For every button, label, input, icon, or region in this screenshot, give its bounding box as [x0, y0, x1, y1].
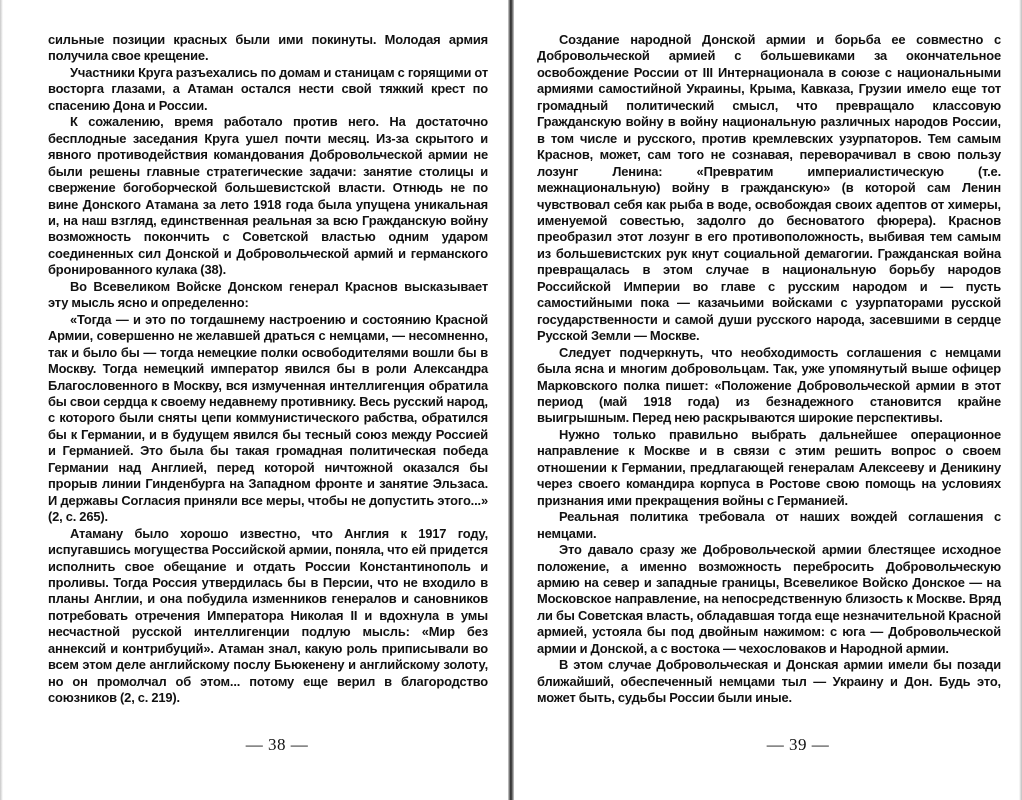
left-paragraph-2: Участники Круга разъехались по домам и станицам с горящими от восторга глазами, а Атаман остался нести свой тяжкий крест по спасению Дона и России. [48, 64, 488, 113]
right-paragraph-5: Это давало сразу же Добровольческой армии блестящее исходное положение, а именно возможность перебросить Добровольческую армию на север и западные границы, Всевеликое Войско Донское — на Московское направление, на непосредственную близость к Москве. Вряд ли бы Советская власть, обладавшая тогда еще незначительной Красной армией, устояла бы под двойным нажимом: с юга — Добровольческой армии и Донской, а с востока — чехословаков и Народной армии. [537, 542, 1001, 656]
left-paragraph-1: сильные позиции красных были ими покинуты. Молодая армия получила свое крещение. [48, 32, 488, 64]
right-page [511, 0, 1022, 800]
left-text-block [48, 32, 488, 707]
right-paragraph-2: Следует подчеркнуть, что необходимость соглашения с немцами была ясна и многим добровольцам. Так, уже упомянутый выше офицер Марковского полка пишет: «Положение Добровольческой армии в этот период (май 1918 года) из безнадежного становится крайне выигрышным. Перед нею раскрываются широкие перспективы. [537, 344, 1001, 426]
left-paragraph-4: Во Всевеликом Войске Донском генерал Краснов высказывает эту мысль ясно и определенно: [48, 278, 488, 311]
left-paragraph-6: Атаману было хорошо известно, что Англия к 1917 году, испугавшись могущества Российской армии, поняла, что ей придется исполнить свое обещание и отдать России Константинополь и проливы. Тогда Россия утвердилась бы в Персии, что не входило в планы Англии, и она побудила изменников генералов и сановников потребовать отречения Императора Николая II и вдохнула в умы несчастной русской интеллигенции подлую мысль: «Мир без аннексий и контрибуций». Атаман знал, какую роль приписывали во всем этом деле английскому послу Бьюкенену и английскому золоту, но он промолчал об этом... потому еще верил в благородство союзников (2, с. 219). [48, 525, 488, 706]
right-paragraph-1: Создание народной Донской армии и борьба ее совместно с Добровольческой армией с большевиками за окончательное освобождение России от III Интернационала в союзе с национальными армиями самостийной Украины, Крыма, Кавказа, Грузии имело еще тот громадный политический смысл, что превращало классовую Гражданскую войну в войну национальную различных народов России, в том числе и русского, против кремлевских узурпаторов. Тем самым Краснов, может, сам того не сознавая, переворачивал в свою пользу лозунг Ленина: «Превратим империалистическую (т.е. межнациональную) войну в гражданскую» (в которой сам Ленин чувствовал себя как рыба в воде, освобождая своих адептов от химеры, именуемой совестью, задолго до бесноватого фюрера). Краснов преобразил этот лозунг в его противоположность, выбивая тем самым из большевистских рук кнут социальной демагогии. Гражданская война превращалась в этом случае в национальную борьбу народов Российской Империи во главе с русским народом и — пусть самостийными пока — казачьими войсками с узурпаторами русской государственности и самой души русского народа, засевшими в сердце Русской Земли — Москве. [537, 32, 1001, 344]
right-paragraph-6: В этом случае Добровольческая и Донская армии имели бы позади ближайший, обеспеченный немцами тыл — Украину и Дон. Будь это, может быть, судьбы России были иные. [537, 657, 1001, 706]
page-number-left: — 38 — [245, 735, 309, 754]
right-paragraph-3: Нужно только правильно выбрать дальнейшее операционное направление к Москве и в связи с этим решить вопрос о своем отношении к Германии, предлагающей генералам Алексееву и Деникину через своего командира корпуса в Ростове свою помощь на условиях признания ими прекращения войны с Германией. [537, 426, 1001, 508]
page-number-right: — 39 — [766, 735, 830, 754]
left-quote-paragraph: «Тогда — и это по тогдашнему настроению и состоянию Красной Армии, совершенно не желавшей драться с немцами, — несомненно, так и было бы — тогда немецкие полки освободителями вошли бы в Москву. Тогда немецкий император явился бы в роли Александра Благословенного в Москву, вся измученная интеллигенция обратила бы свои сердца к своему недавнему противнику. Весь русский народ, с которого были сняты цепи коммунистического рабства, обратился бы к Германии, и в будущем явился бы тесный союз между Россией и Германией. Это была бы такая громадная политическая победа Германии над Англией, перед которой ничтожной оказался бы прорыв линии Гинденбурга на Западном фронте и занятие Эльзаса. И державы Согласия приняли все меры, чтобы не допустить этого...» (2, с. 265). [48, 311, 488, 525]
right-text-block [537, 32, 1001, 707]
left-paragraph-3: К сожалению, время работало против него. На достаточно бесплодные заседания Круга ушел почти месяц. Из-за скрытого и явного противодействия командования Добровольческой армии не были решены главные стратегические задачи: занятие столицы и свержение богоборческой большевистской власти. Отнюдь не по вине Донского Атамана за лето 1918 года была упущена уникальная и, на наш взгляд, единственная реальная за всю Гражданскую войну возможность покончить с Советской властью одним ударом соединенных сил Донской и Добровольческой армий и германского бронированного кулака (38). [48, 114, 488, 278]
right-paragraph-4: Реальная политика требовала от наших вождей соглашения с немцами. [537, 509, 1001, 541]
